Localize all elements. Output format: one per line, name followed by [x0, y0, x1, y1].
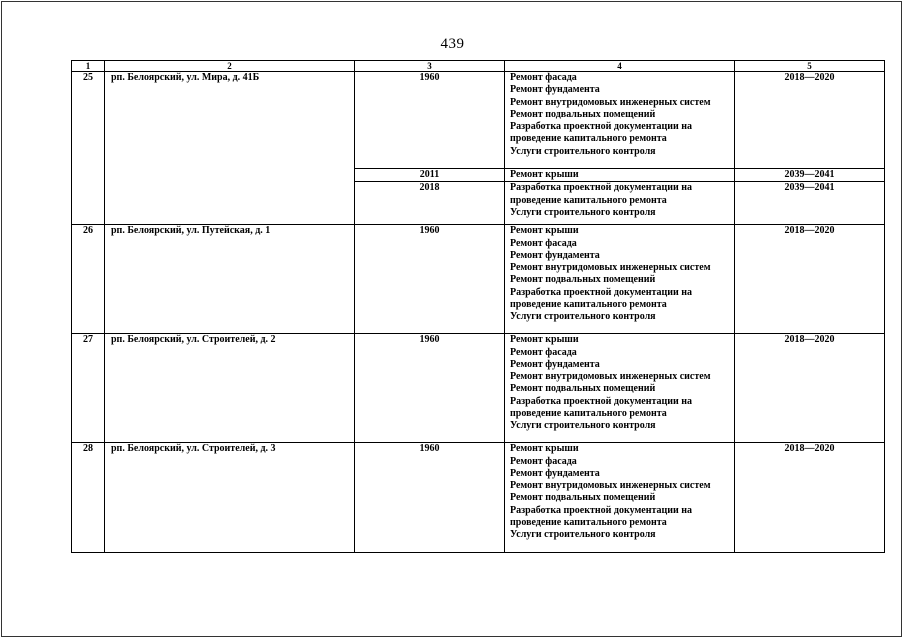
work-item: Ремонт крыши — [510, 443, 579, 455]
work-item: Ремонт внутридомовых инженерных систем — [510, 96, 711, 108]
table-row — [72, 72, 885, 169]
work-item: Разработка проектной документации на — [510, 395, 693, 407]
header-row — [72, 61, 885, 72]
work-item: Ремонт подвальных помещений — [510, 383, 656, 395]
repair-schedule-table — [71, 60, 885, 553]
work-item: проведение капитального ремонта — [510, 408, 667, 420]
work-item: Ремонт фундамента — [510, 84, 600, 96]
works-cell — [505, 225, 735, 334]
works-cell — [505, 334, 735, 443]
work-item: Ремонт подвальных помещений — [510, 274, 656, 286]
work-item: Ремонт фундамента — [510, 249, 600, 261]
work-item: Ремонт фундамента — [510, 467, 600, 479]
work-item: Ремонт внутридомовых инженерных систем — [510, 371, 711, 383]
table-row — [72, 334, 885, 443]
year-cell: 1960 — [355, 443, 505, 553]
row-number: 28 — [72, 443, 105, 553]
column-header: 2 — [105, 61, 355, 72]
work-item: Разработка проектной документации на — [510, 504, 693, 516]
address-cell: рп. Белоярский, ул. Строителей, д. 2 — [105, 334, 355, 443]
work-item: Ремонт внутридомовых инженерных систем — [510, 262, 711, 274]
work-item: Услуги строительного контроля — [510, 145, 656, 157]
work-item: Ремонт крыши — [510, 169, 579, 180]
work-item: Ремонт подвальных помещений — [510, 108, 656, 120]
works-cell — [505, 182, 735, 225]
period-cell: 2018—2020 — [735, 334, 885, 443]
period-cell: 2018—2020 — [735, 225, 885, 334]
work-item: Ремонт фасада — [510, 237, 577, 249]
row-number: 26 — [72, 225, 105, 334]
year-cell: 2018 — [355, 182, 505, 225]
work-item: Ремонт внутридомовых инженерных систем — [510, 480, 711, 492]
work-item: Ремонт фасада — [510, 346, 577, 358]
work-item: Ремонт фасада — [510, 455, 577, 467]
page-number: 439 — [440, 36, 465, 52]
work-item: Услуги строительного контроля — [510, 420, 656, 432]
works-cell — [505, 72, 735, 169]
work-item: Ремонт фундамента — [510, 358, 600, 370]
work-item: проведение капитального ремонта — [510, 299, 667, 311]
work-item: Ремонт крыши — [510, 225, 579, 237]
column-header: 1 — [72, 61, 105, 72]
work-item: Услуги строительного контроля — [510, 529, 656, 541]
work-item: Ремонт подвальных помещений — [510, 492, 656, 504]
address-cell: рп. Белоярский, ул. Мира, д. 41Б — [105, 72, 355, 225]
table-row — [72, 225, 885, 334]
address-cell: рп. Белоярский, ул. Путейская, д. 1 — [105, 225, 355, 334]
works-cell — [505, 169, 735, 182]
work-item: Разработка проектной документации на — [510, 182, 693, 194]
works-cell — [505, 443, 735, 553]
work-item: Ремонт крыши — [510, 334, 579, 346]
row-number: 27 — [72, 334, 105, 443]
work-item: проведение капитального ремонта — [510, 517, 667, 529]
address-cell: рп. Белоярский, ул. Строителей, д. 3 — [105, 443, 355, 553]
period-cell: 2039—2041 — [735, 169, 885, 182]
column-header: 4 — [505, 61, 735, 72]
work-item: Услуги строительного контроля — [510, 311, 656, 323]
year-cell: 1960 — [355, 72, 505, 169]
year-cell: 2011 — [355, 169, 505, 182]
table-row — [72, 443, 885, 553]
period-cell: 2018—2020 — [735, 72, 885, 169]
row-number: 25 — [72, 72, 105, 225]
work-item: Разработка проектной документации на — [510, 286, 693, 298]
year-cell: 1960 — [355, 334, 505, 443]
work-item: Разработка проектной документации на — [510, 121, 693, 133]
work-item: Ремонт фасада — [510, 72, 577, 83]
period-cell: 2039—2041 — [735, 182, 885, 225]
column-header: 5 — [735, 61, 885, 72]
work-item: Услуги строительного контроля — [510, 206, 656, 218]
year-cell: 1960 — [355, 225, 505, 334]
column-header: 3 — [355, 61, 505, 72]
work-item: проведение капитального ремонта — [510, 194, 667, 206]
period-cell: 2018—2020 — [735, 443, 885, 553]
work-item: проведение капитального ремонта — [510, 133, 667, 145]
